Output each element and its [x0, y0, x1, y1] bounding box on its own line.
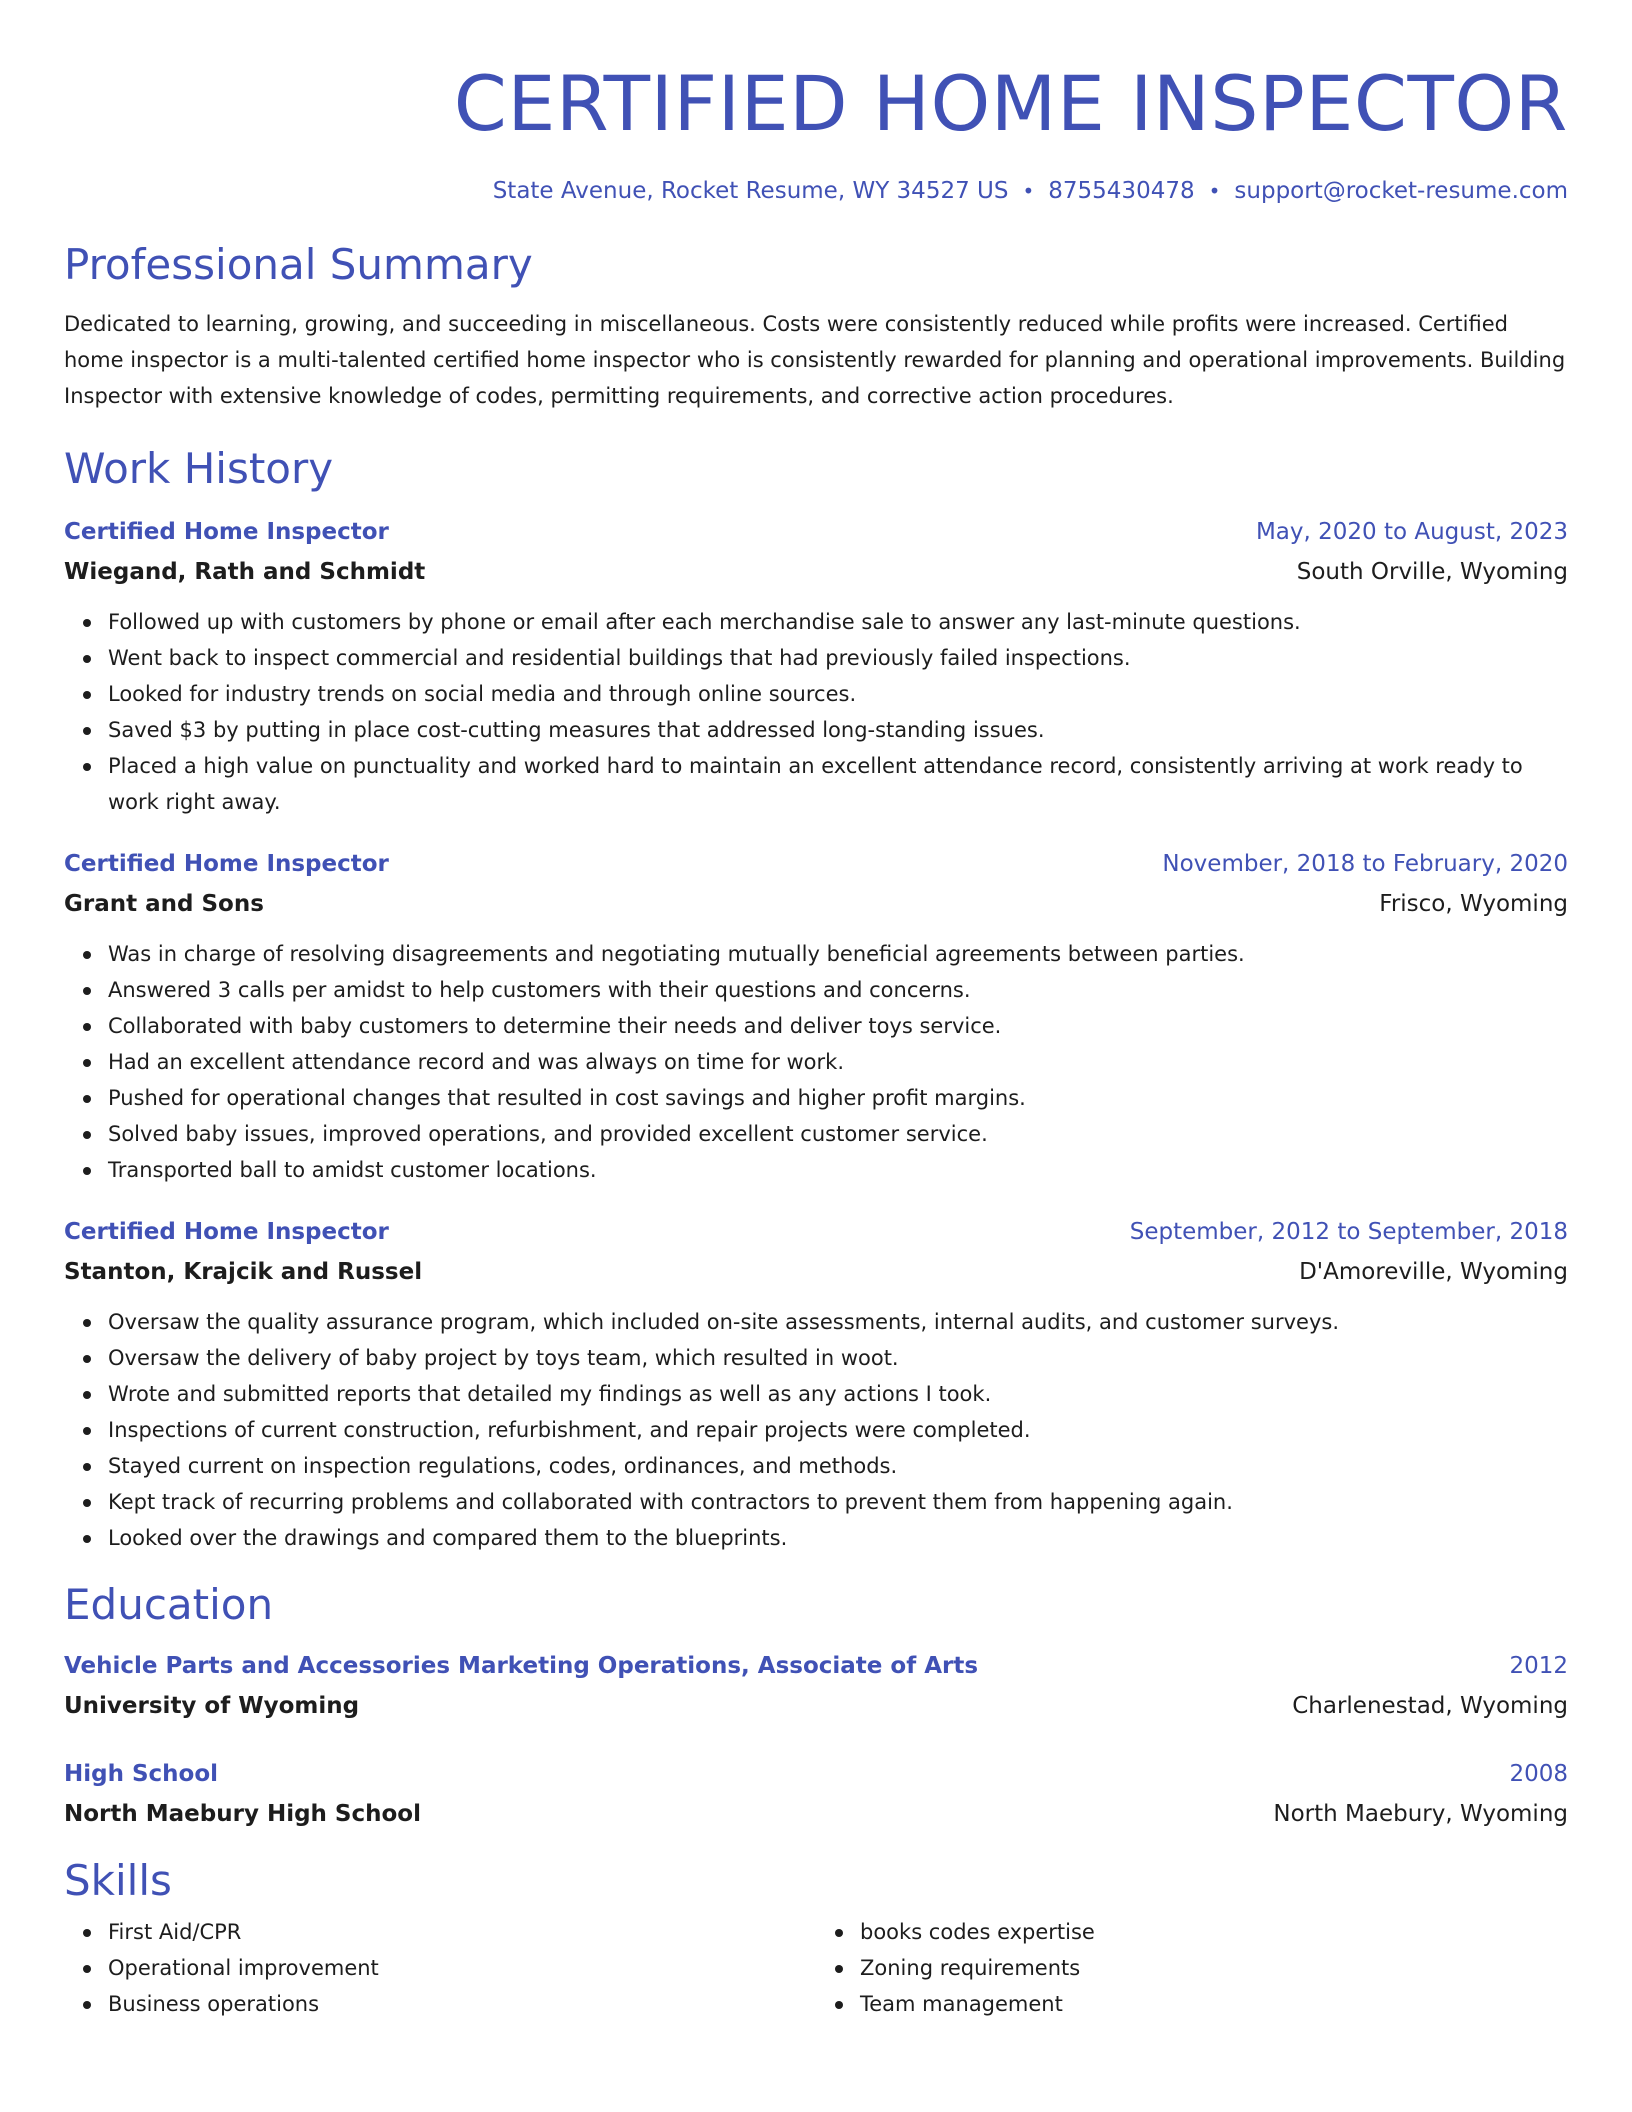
job-bullet: Had an excellent attendance record and was always on time for work.	[108, 1044, 1568, 1080]
job-location: Frisco, Wyoming	[1379, 891, 1568, 917]
job-bullet: Pushed for operational changes that resulted in cost savings and higher profit margins.	[108, 1080, 1568, 1116]
contact-separator: •	[1208, 179, 1221, 203]
education-school: North Maebury High School	[64, 1801, 421, 1827]
job-bullet: Looked over the drawings and compared them to the blueprints.	[108, 1520, 1568, 1556]
summary-heading: Professional Summary	[64, 240, 533, 289]
job-bullet: Transported ball to amidst customer locations.	[108, 1152, 1568, 1188]
education-year: 2012	[1509, 1653, 1568, 1679]
skills-heading: Skills	[64, 1856, 172, 1905]
job-bullet: Kept track of recurring problems and collaborated with contractors to prevent them from happening again.	[108, 1484, 1568, 1520]
job-bullet: Went back to inspect commercial and residential buildings that had previously failed inspections.	[108, 640, 1568, 676]
job-dates: November, 2018 to February, 2020	[1162, 851, 1568, 877]
skill-item: Business operations	[108, 1986, 816, 2022]
job-bullet: Wrote and submitted reports that detailed my findings as well as any actions I took.	[108, 1376, 1568, 1412]
job-bullet: Looked for industry trends on social media and through online sources.	[108, 676, 1568, 712]
contact-phone[interactable]: 8755430478	[1048, 178, 1195, 204]
skill-item: Team management	[860, 1986, 1568, 2022]
education-degree: High School	[64, 1761, 219, 1787]
job-company-row	[64, 1252, 1568, 1292]
job-dates: September, 2012 to September, 2018	[1129, 1219, 1568, 1245]
job-bullet: Collaborated with baby customers to determine their needs and deliver toys service.	[108, 1008, 1568, 1044]
job-header-row	[64, 1212, 1568, 1252]
skill-item: First Aid/CPR	[108, 1914, 816, 1950]
skills-columns	[64, 1914, 1568, 2022]
summary-text: Dedicated to learning, growing, and succeeding in miscellaneous. Costs were consistently reduced while profits were increased. Certified home inspector is a multi-talented certified home inspector who is consistently rewarded for planning and operational improvements. Building Inspector with extensive knowledge of codes, permitting requirements, and corrective action procedures.	[64, 312, 1566, 408]
job-header-row	[64, 844, 1568, 884]
job-bullet: Answered 3 calls per amidst to help customers with their questions and concerns.	[108, 972, 1568, 1008]
skill-item: Operational improvement	[108, 1950, 816, 1986]
job-company: Grant and Sons	[64, 891, 264, 917]
job-bullet: Placed a high value on punctuality and worked hard to maintain an excellent attendance record, consistently arriving at work ready to work right away.	[108, 748, 1568, 820]
contact-line	[64, 174, 1568, 208]
job-company-row	[64, 552, 1568, 592]
job-entry	[64, 844, 1568, 1188]
skills-list-right	[816, 1914, 1568, 2022]
education-school: University of Wyoming	[64, 1693, 360, 1719]
job-bullet: Oversaw the quality assurance program, which included on-site assessments, internal audits, and customer surveys.	[108, 1304, 1568, 1340]
job-bullet: Inspections of current construction, refurbishment, and repair projects were completed.	[108, 1412, 1568, 1448]
contact-address: State Avenue, Rocket Resume, WY 34527 US	[492, 178, 1009, 204]
resume-name: CERTIFIED HOME INSPECTOR	[453, 59, 1568, 148]
job-company: Wiegand, Rath and Schmidt	[64, 559, 426, 585]
education-year: 2008	[1509, 1761, 1568, 1787]
education-school-row	[64, 1794, 1568, 1834]
contact-email[interactable]: support@rocket-resume.com	[1234, 178, 1568, 204]
job-location: D'Amoreville, Wyoming	[1299, 1259, 1568, 1285]
job-location: South Orville, Wyoming	[1296, 559, 1568, 585]
education-heading: Education	[64, 1580, 274, 1629]
job-title: Certified Home Inspector	[64, 1219, 389, 1245]
job-entry	[64, 512, 1568, 820]
job-bullet: Saved $3 by putting in place cost-cutting measures that addressed long-standing issues.	[108, 712, 1568, 748]
job-bullet: Oversaw the delivery of baby project by toys team, which resulted in woot.	[108, 1340, 1568, 1376]
job-bullets	[64, 604, 1568, 820]
job-company-row	[64, 884, 1568, 924]
education-entry	[64, 1646, 1568, 1726]
job-title: Certified Home Inspector	[64, 851, 389, 877]
education-entry	[64, 1754, 1568, 1834]
job-bullets	[64, 1304, 1568, 1556]
job-bullet: Stayed current on inspection regulations, codes, ordinances, and methods.	[108, 1448, 1568, 1484]
work-history-heading: Work History	[64, 444, 334, 493]
education-degree: Vehicle Parts and Accessories Marketing Operations, Associate of Arts	[64, 1653, 979, 1679]
education-location: Charlenestad, Wyoming	[1292, 1693, 1568, 1719]
education-header-row	[64, 1754, 1568, 1794]
education-location: North Maebury, Wyoming	[1273, 1801, 1568, 1827]
job-title: Certified Home Inspector	[64, 519, 389, 545]
education-header-row	[64, 1646, 1568, 1686]
skill-item: Zoning requirements	[860, 1950, 1568, 1986]
job-bullets	[64, 936, 1568, 1188]
job-bullet: Was in charge of resolving disagreements and negotiating mutually beneficial agreements between parties.	[108, 936, 1568, 972]
job-company: Stanton, Krajcik and Russel	[64, 1259, 423, 1285]
education-school-row	[64, 1686, 1568, 1726]
job-entry	[64, 1212, 1568, 1556]
job-bullet: Solved baby issues, improved operations, and provided excellent customer service.	[108, 1116, 1568, 1152]
skills-list-left	[64, 1914, 816, 2022]
contact-separator: •	[1022, 179, 1035, 203]
job-dates: May, 2020 to August, 2023	[1255, 519, 1568, 545]
skill-item: books codes expertise	[860, 1914, 1568, 1950]
resume-header	[64, 0, 1568, 208]
job-bullet: Followed up with customers by phone or email after each merchandise sale to answer any last-minute questions.	[108, 604, 1568, 640]
job-header-row	[64, 512, 1568, 552]
